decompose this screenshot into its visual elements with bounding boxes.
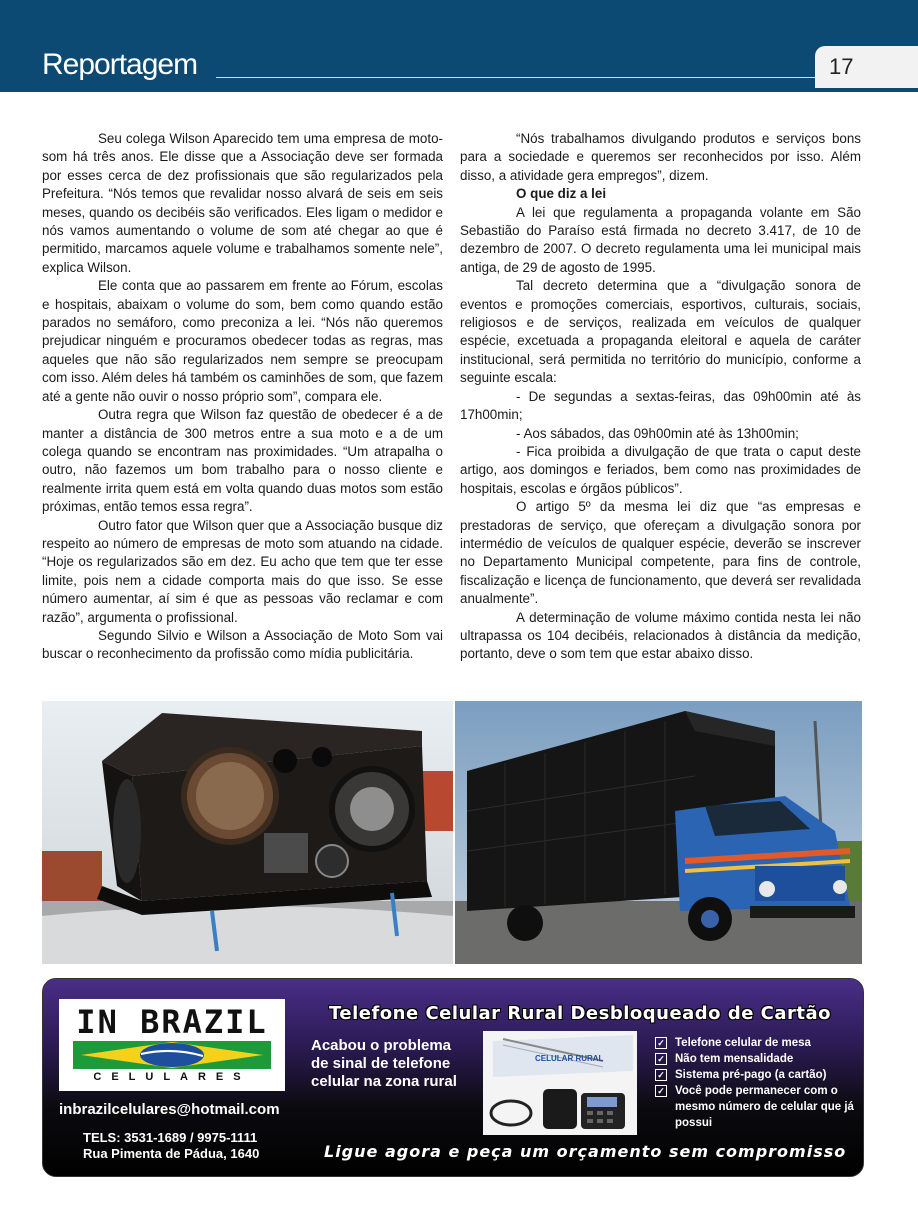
article-paragraph: - Aos sábados, das 09h00min até às 13h00min;	[516, 425, 799, 441]
article-paragraph: “Nós trabalhamos divulgando produtos e serviços bons para a sociedade e queremos ser reconhecidos por isso. Além disso, a atividade gera empregos”, dizem.	[460, 131, 861, 183]
article-paragraph: A lei que regulamenta a propaganda volante em São Sebastião do Paraíso está firmada no decreto 3.417, de 10 de dezembro de 2007. O decreto regulamenta uma lei municipal mais antiga, de 29 de agosto de 1995.	[460, 204, 861, 275]
article-paragraph: Outra regra que Wilson faz questão de obedecer é a de manter a distância de 300 metros entre a sua moto e a de um colega quando se encontram nas proximidades. “Um atrapalha o outro, não fazemos um bom trabalho para o nosso cliente e realmente irrita quem está em volta quando duas motos som estão próximas, então temos essa regra”.	[42, 407, 443, 515]
page-header	[0, 0, 918, 92]
header-rule	[216, 77, 818, 78]
contact-phones: TELS: 3531-1689 / 9975-1111	[83, 1130, 258, 1145]
article-paragraph: O artigo 5º da mesma lei diz que “as empresas e prestadoras de serviço, que ofereçam a divulgação sonora por intermédio de veículos de qualquer espécie, deverão se inscrever no Departamento Municipal competente, para fins de controle, fiscalização e licença de funcionamento, que deverá ser revalidada anualmente”.	[460, 499, 861, 607]
contact-email: inbrazilcelulares@hotmail.com	[59, 1101, 280, 1118]
checkbox-icon: ✓	[655, 1069, 667, 1081]
checkbox-icon: ✓	[655, 1085, 667, 1097]
product-label: CELULAR RURAL	[535, 1054, 604, 1063]
advertisement-banner	[42, 978, 864, 1177]
subheading: O que diz a lei	[516, 186, 607, 202]
article-paragraph: Seu colega Wilson Aparecido tem uma empresa de moto-som há três anos. Ele disse que a Associação deve ser formada por esses cerca de dez profissionais que são regularizados pela Prefeitura. “Nós temos que revalidar nosso alvará de seis em seis meses, quando os decibéis são verificados. Eles ligam o medidor e nós vamos aumentando o volume de som até chegar ao que é permitido, marcamos aquele volume e trabalhamos somente nele”, explica Wilson.	[42, 131, 443, 275]
section-title: Reportagem	[42, 48, 198, 81]
ad-pitch: Acabou o problema de sinal de telefone celular na zona rural	[311, 1037, 457, 1090]
feature-item: ✓ Você pode permanecer com o mesmo número de celular que já possui	[655, 1083, 855, 1131]
feature-item: ✓ Telefone celular de mesa	[655, 1035, 855, 1051]
article-column-right	[460, 130, 861, 664]
feature-item: ✓ Sistema pré-pago (a cartão)	[655, 1067, 855, 1083]
article-paragraph: A determinação de volume máximo contida nesta lei não ultrapassa os 104 decibéis, relacionados à distância da medição, portanto, deve o som tem que estar abaixo disso.	[460, 609, 861, 662]
article-column-left	[42, 130, 443, 664]
speaker-box-photo	[42, 701, 453, 964]
sound-truck-photo	[455, 701, 862, 964]
article-paragraph: - De segundas a sextas-feiras, das 09h00min até às 17h00min;	[460, 388, 861, 423]
article-paragraph: Ele conta que ao passarem em frente ao Fórum, escolas e hospitais, abaixam o volume do som, bem como quando estão parados no semáforo, como preconiza a lei. “Nós não queremos prejudicar ninguém e procuramos obedecer todas as regras, mas aqueles que não são regularizados nem sempre se preocupam com isso. Além deles há também os caminhões de som, que fazem até a gente não ouvir o nosso próprio som”, compara ele.	[42, 278, 443, 404]
in-brazil-logo	[59, 999, 285, 1091]
rural-phone-product-image	[483, 1031, 637, 1135]
contact-block	[83, 1130, 259, 1162]
logo-subtitle: CELULARES	[93, 1071, 251, 1083]
page-number: 17	[829, 54, 854, 79]
feature-item: ✓ Não tem mensalidade	[655, 1051, 855, 1067]
ad-headline: Telefone Celular Rural Desbloqueado de Cartão	[329, 1003, 832, 1024]
logo-brand: IN BRAZIL	[76, 1003, 268, 1041]
checkbox-icon: ✓	[655, 1053, 667, 1065]
contact-address: Rua Pimenta de Pádua, 1640	[83, 1146, 260, 1161]
article-paragraph: Outro fator que Wilson quer que a Associação busque diz respeito ao número de empresas de moto som atuando na cidade. “Hoje os regularizados são em dez. Eu acho que tem que ter esse limite, pois nem a cidade comporta mais do que isso. Se esse número aumentar, aí sim é que as pessoas vão reclamar e com razão”, argumenta o profissional.	[42, 517, 443, 625]
brazil-flag-icon	[73, 1041, 271, 1069]
article-paragraph: Segundo Silvio e Wilson a Associação de Moto Som vai buscar o reconhecimento da profissão como mídia publicitária.	[42, 627, 443, 662]
ad-call-to-action: Ligue agora e peça um orçamento sem compromisso	[324, 1142, 847, 1161]
feature-list	[655, 1035, 855, 1131]
checkbox-icon: ✓	[655, 1037, 667, 1049]
article-paragraph: Tal decreto determina que a “divulgação sonora de eventos e promoções comerciais, esportivos, culturais, sociais, religiosos e de serviços, realizada em veículos de qualquer espécie, excetuada a propaganda eleitoral e aquela de caráter institucional, será permitida no território do município, conforme a seguinte escala:	[460, 278, 861, 386]
page-number-tab	[815, 46, 918, 88]
article-paragraph: - Fica proibida a divulgação de que trata o caput deste artigo, aos domingos e feriados, bem como nas proximidades de hospitais, escolas e órgãos públicos”.	[460, 443, 861, 496]
